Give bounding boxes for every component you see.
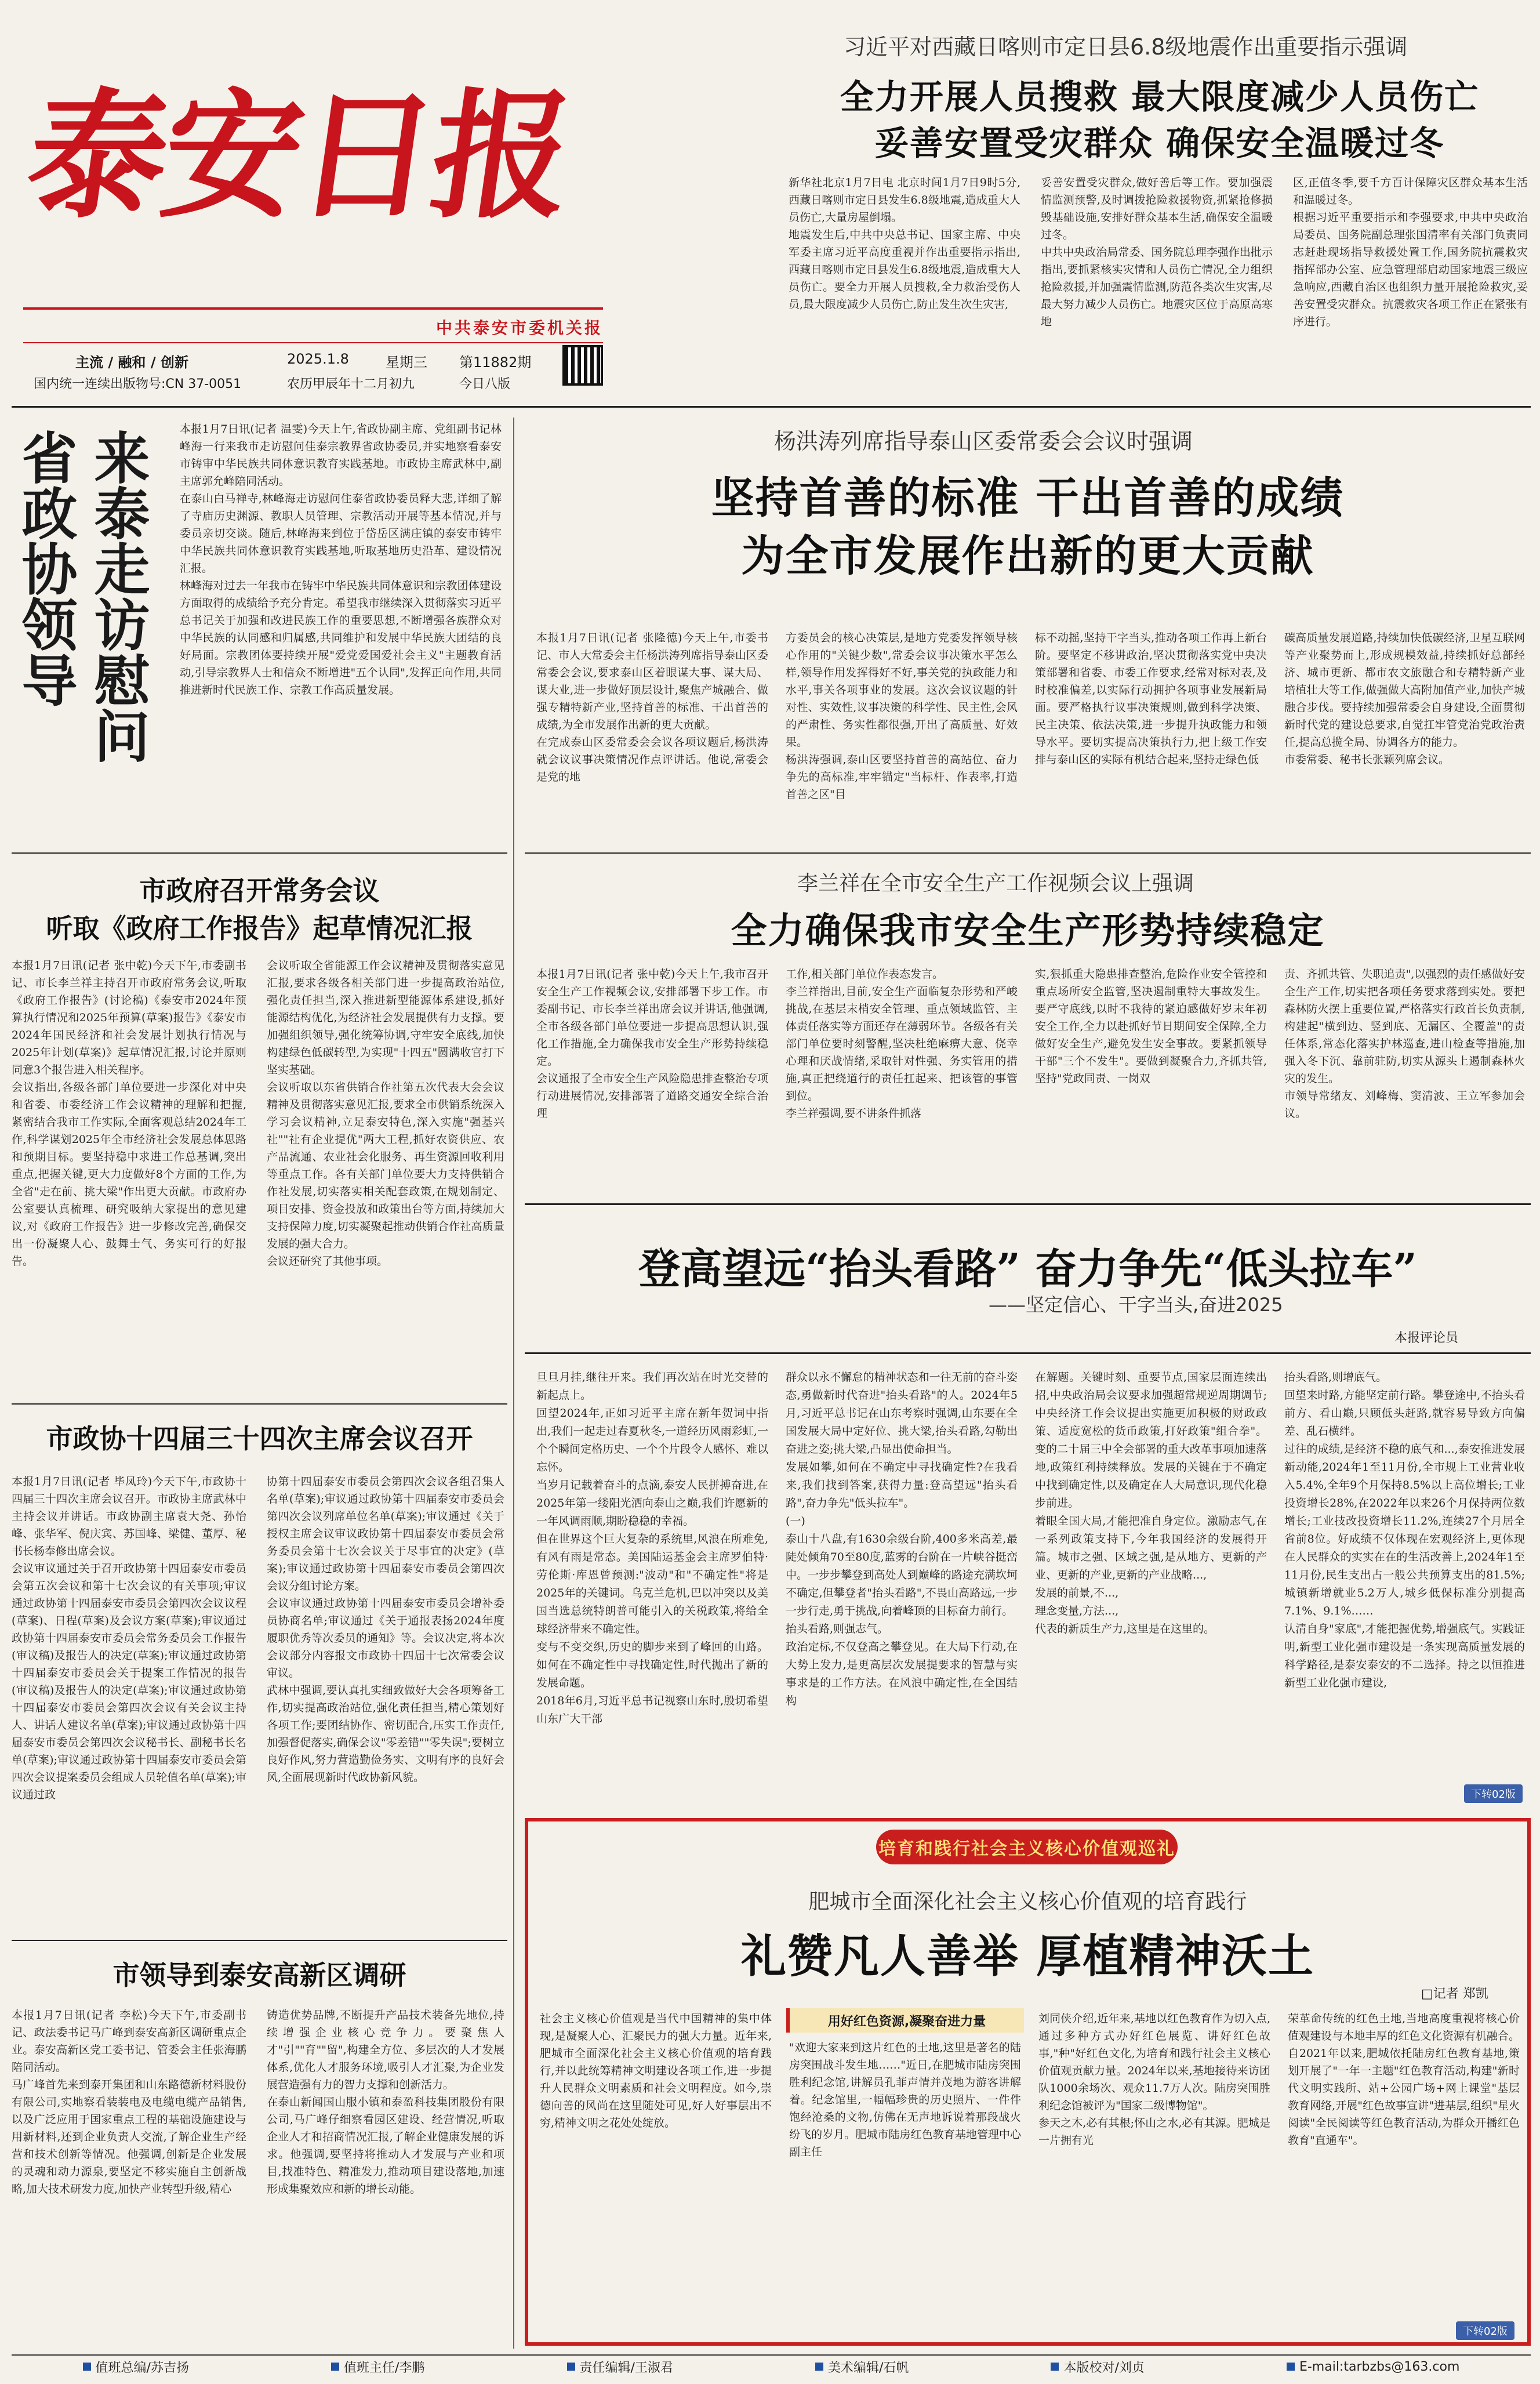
top-story-headline-2: 妥善安置受灾群众 确保安全温暖过冬 bbox=[874, 124, 1445, 163]
left-lead-headline-a: 来泰走访慰问 bbox=[85, 429, 150, 763]
footer-email[interactable]: E-mail:tarbzbs@163.com bbox=[1287, 2360, 1459, 2374]
feature-subhead bbox=[786, 2008, 1024, 2033]
masthead-issn: 国内统一连续出版物号:CN 37-0051 bbox=[34, 377, 242, 391]
masthead-weekday: 星期三 bbox=[386, 354, 427, 371]
mid-story-2-col-1: 本报1月7日讯(记者 张中乾)今天上午,我市召开安全生产工作视频会议,安排部署下步工作。市委副书记、市长李兰祥出席会议并讲话,他强调,全市各级各部门单位要进一步提高思想认识,强化工作措施,全力确保我市安全生产形势持续稳定。 会议通报了全市安全生产风险隐患排查整治专项行动进展情况,安排部署了道路交通安全综合治理 bbox=[536, 968, 768, 1120]
editorial-subtitle: ——坚定信心、干字当头,奋进2025 bbox=[989, 1294, 1283, 1316]
editorial-next-page-tag[interactable]: 下转02版 bbox=[1464, 1784, 1523, 1803]
masthead-rule bbox=[23, 307, 603, 310]
editorial-col-1: 旦旦月挂,继往开来。我们再次站在时光交替的新起点上。 回望2024年,正如习近平主席在新年贺词中指出,我们一起走过春夏秋冬,一道经历风雨彩虹,一个个瞬间定格历史、一个个片段令人感怀、难以忘怀。 当岁月记载着奋斗的点滴,泰安人民拼搏奋进,在2025年第一缕阳光洒向泰山之巅,我们许愿新的一年风调雨顺,期盼稳稳的幸福。 但在世界这个巨大复杂的系统里,风浪在所难免,有风有雨是常态。美国陆运基金会主席罗伯特·劳伦斯·库恩曾预测:"波动"和"不确定性"将是2025年的关键词。乌克兰危机,巴以冲突以及美国当选总统特朗普可能引入的关税政策,将给全球经济带来不确定性。 变与不变交织,历史的脚步来到了峰回的山路。如何在不确定性中寻找确定性,时代抛出了新的发展命题。 2018年6月,习近平总书记视察山东时,殷切希望山东广大干部 bbox=[536, 1371, 768, 1725]
top-story-col-3: 区,正值冬季,要千方百计保障灾区群众基本生活和温暖过冬。 根据习近平重要指示和李强要求,中共中央政治局委员、国务院副总理张国清率有关部门负责同志赶赴现场指导救援处置工作,国务院抗震救灾指挥部办公室、应急管理部启动国家地震三级应急响应,西藏自治区也组织力量开展抢险救灾,妥善安置受灾群众。抗震救灾各项工作正在紧张有序进行。 bbox=[1293, 176, 1528, 328]
top-story bbox=[789, 23, 1531, 394]
footer-item: 本版校对/刘贞 bbox=[1051, 2358, 1144, 2376]
left-story-4-col-1: 本报1月7日讯(记者 李松)今天下午,市委副书记、政法委书记马广峰到泰安高新区调研重点企业。泰安高新区党工委书记、管委会主任张海鹏陪同活动。 马广峰首先来到泰开集团和山东路德新材料股份有限公司,实地察看装装电及电缆电缆产品销售,以及广泛应用于国家重点工程的基础设施建设与用新材料,还到企业负责人交流,了解企业生产经营和技术创新等情况。他强调,创新是企业发展的灵魂和动力源泉,要坚定不移实施自主创新战略,加大技术研发力度,加快产业转型升级,精心 bbox=[12, 2009, 246, 2196]
center-lead-kicker: 杨洪涛列席指导泰山区委常委会会议时强调 bbox=[774, 429, 1193, 454]
footer-item: 责任编辑/王淑君 bbox=[567, 2358, 673, 2376]
mid-story-2-kicker: 李兰祥在全市安全生产工作视频会议上强调 bbox=[797, 872, 1194, 895]
feature-box bbox=[525, 1818, 1531, 2346]
masthead-date: 2025.1.8 bbox=[287, 351, 349, 367]
masthead-rule-2 bbox=[23, 342, 603, 343]
square-bullet-icon bbox=[331, 2363, 339, 2371]
qr-code-icon[interactable] bbox=[562, 345, 603, 386]
mid-story-2 bbox=[525, 864, 1531, 1189]
left-story-3 bbox=[12, 1415, 507, 1937]
left-story-3-col-1: 本报1月7日讯(记者 毕凤玲)今天下午,市政协十四届三十四次主席会议召开。市政协主席武林中主持会议并讲话。市政协副主席袁大尧、孙怡峰、张华军、倪庆宾、苏国峰、梁健、董厚、秘书长杨奉修出席会议。 会议审议通过关于召开政协第十四届泰安市委员会第五次会议和第十七次会议的有关事项;审议通过政协第十四届泰安市委员会第四次会议议程(草案)、日程(草案)及会议方案(草案);审议通过政协第十四届泰安市委员会常务委员会工作报告(审议稿)及报告人的决定(草案);审议通过政协第十四届泰安市委员会关于提案工作情况的报告(审议稿)及报告人的决定(草案);审议通过政协第十四届泰安市委员会第四次会议有关会议主持人、讲话人建议名单(草案);审议通过政协第十四届泰安市委员会第四次会议秘书长、副秘书长名单(草案);审议通过政协第十四届泰安市委员会第四次会议提案委员会组成人员轮值名单(草案);审议通过政 bbox=[12, 1475, 246, 1801]
left-story-2-headline-1: 市政府召开常务会议 bbox=[139, 875, 380, 906]
masthead-sponsor: 中共泰安市委机关报 bbox=[435, 318, 603, 338]
footer-bar bbox=[12, 2354, 1531, 2378]
left-lead-body: 本报1月7日讯(记者 温雯)今天上午,省政协副主席、党组副书记林峰海一行来我市走访慰问佳泰宗教界省政协委员,并实地察看泰安市铸审中华民族共同体意识教育实践基地。市政协主席武林中,副主席郭允峰陪同活动。 在泰山白马禅寺,林峰海走访慰问住泰省政协委员释大悲,详细了解了寺庙历史渊源、教职人员管理、宗教活动开展等基本情况,并与委员亲切交谈。随后,林峰海来到位于岱岳区满庄镇的泰安市铸牢中华民族共同体意识教育实践基地,听取基地历史沿革、建设情况汇报。 林峰海对过去一年我市在铸牢中华民族共同体意识和宗教团体建设方面取得的成绩给予充分肯定。希望我市继续深入贯彻落实习近平总书记关于加强和改进民族工作的重要思想,不断增强各族群众对中华民族的认同感和归属感,共同维护和发展中华民族大团结的良好局面。宗教团体要持续开展"爱党爱国爱社会主义"主题教育活动,引导宗教界人士和信众不断增进"五个认同",发挥正向作用,共同推进新时代民族工作、宗教工作高质量发展。 bbox=[180, 423, 502, 696]
feature-byline: □记者 郑凯 bbox=[1421, 1987, 1488, 2001]
editorial-col-2: 群众以永不懈怠的精神状态和一往无前的奋斗姿态,勇做新时代奋进"抬头看路"的人。2024年5月,习近平总书记在山东考察时强调,山东要在全国发展大局中定好位、挑大梁,抬头看路,勾勒出奋进之姿;挑大梁,凸显出使命担当。 发展如攀,如何在不确定中寻找确定性?在我看来,我们找到答案,获得力量:登高望远"抬头看路",奋力争先"低头拉车"。 (一) 泰山十八盘,有1630余级台阶,400多米高差,最陡处倾角70至80度,蓝雾的台阶在一片峡谷挺峦中。一步步攀登到高处人到巅峰的路途充满坎坷不确定,但攀登者"抬头看路",不畏山高路远,一步一步行走,勇于挑战,向着峰顶的目标奋力前行。 抬头看路,则强志气。 政治定标,不仅登高之攀登见。在大局下行动,在大势上发力,是更高层次发展提要求的智慧与实事求是的工作方法。在风浪中确定性,在全国结构 bbox=[786, 1371, 1018, 1707]
top-story-col-1: 新华社北京1月7日电 北京时间1月7日9时5分,西藏日喀则市定日县发生6.8级地震,造成重大人员伤亡,大量房屋倒塌。 地震发生后,中共中央总书记、国家主席、中央军委主席习近平高度重视并作出重要指示指出,西藏日喀则市定日县发生6.8级地震,造成重大人员伤亡。要全力开展人员搜救,全力救治受伤人员,最大限度减少人员伤亡,防止发生次生灾害, bbox=[789, 176, 1020, 311]
center-lead-col-4: 碳高质量发展道路,持续加快低碳经济,卫星互联网等产业聚势而上,形成规模效益,持续抓好总部经济、城市更新、都市农文旅融合和专精特新产业培植壮大等工作,做强做大高附加值产业,加快产城融合步伐。要持续加强常委会自身建设,全面贯彻新时代党的建设总要求,自觉扛牢管党治党政治责任,提高总揽全局、协调各方的能力。 市委常委、秘书长张颖列席会议。 bbox=[1284, 632, 1525, 766]
center-lead-headline-2: 为全市发展作出新的更大贡献 bbox=[741, 531, 1314, 581]
masthead-slogan: 主流 / 融和 / 创新 bbox=[75, 354, 188, 371]
square-bullet-icon bbox=[567, 2363, 575, 2371]
feature-next-page-tag[interactable]: 下转02版 bbox=[1456, 2321, 1514, 2340]
masthead-lunar: 农历甲辰年十二月初九 bbox=[287, 377, 415, 391]
left-story-4-headline: 市领导到泰安高新区调研 bbox=[112, 1960, 406, 1991]
left-story-3-headline: 市政协十四届三十四次主席会议召开 bbox=[46, 1423, 473, 1454]
editorial-headline: 登高望远“抬头看路” 奋力争先“低头拉车” bbox=[638, 1244, 1417, 1293]
square-bullet-icon bbox=[1287, 2363, 1295, 2371]
center-lead-col-3: 标不动摇,坚持干字当头,推动各项工作再上新台阶。要坚定不移讲政治,坚决贯彻落实党中央决策部署和省委、市委工作要求,经常对标对表,及时校准偏差,以实际行动拥护各项事业发展新局面。要严格执行议事决策规则,做到科学决策、民主决策、依法决策,进一步提升执政能力和领导水平。要切实提高决策执行力,把上级工作安排与泰山区的实际有机结合起来,坚持走绿色低 bbox=[1035, 632, 1267, 766]
square-bullet-icon bbox=[1051, 2363, 1059, 2371]
top-story-kicker: 习近平对西藏日喀则市定日县6.8级地震作出重要指示强调 bbox=[844, 34, 1408, 60]
left-story-2-headline-2: 听取《政府工作报告》起草情况汇报 bbox=[46, 913, 473, 944]
left-story-2-col-1: 本报1月7日讯(记者 张中乾)今天下午,市委副书记、市长李兰祥主持召开市政府常务会议,听取《政府工作报告》(讨论稿)《泰安市2024年预算执行情况和2025年预算(草案)报告》《泰安市2024年国民经济和社会发展计划执行情况与2025年计划(草案)》起草情况汇报,讨论并原则同意3个报告进入相关程序。 会议指出,各级各部门单位要进一步深化对中央和省委、市委经济工作会议精神的理解和把握,紧密结合我市工作实际,全面客观总结2024年工作,科学谋划2025年全市经济社会发展总体思路和预期目标。要坚持稳中求进工作总基调,突出重点,把握关键,更大力度做好8个方面的工作,为全省"走在前、挑大梁"作出更大贡献。市政府办公室要认真梳理、研究吸纳大家提出的意见建议,对《政府工作报告》进一步修改完善,确保交出一份凝聚人心、鼓舞士气、务实可行的好报告。 bbox=[12, 959, 246, 1268]
masthead bbox=[18, 12, 609, 435]
feature-kicker: 肥城市全面深化社会主义核心价值观的培育践行 bbox=[808, 1890, 1247, 1914]
editorial bbox=[525, 1203, 1531, 1806]
square-bullet-icon bbox=[83, 2363, 91, 2371]
left-story-3-col-2: 协第十四届泰安市委员会第四次会议各组召集人名单(草案);审议通过政协第十四届泰安市委员会第四次会议列席单位名单(草案);审议通过《关于授权主席会议审议政协第十四届泰安市委员会常务委员会第十七次会议关于尽事宜的决定》(草案);审议通过政协第十四届泰安市委员会第四次会议分组讨论方案。 会议审议通过政协第十四届泰安市委员会增补委员协商名单;审议通过《关于通报表扬2024年度履职优秀等次委员的通知》等。会议决定,将本次会议部分内容报文市政协十四届十七次常委会议审议。 武林中强调,要认真扎实细致做好大会各项筹备工作,切实提高政治站位,强化责任担当,精心策划好各项工作;要团结协作、密切配合,压实工作责任,加强督促落实,确保会议"零差错""零失误";要树立良好作风,努力营造勤俭务实、文明有序的良好会风,全面展现新时代政协新风貌。 bbox=[267, 1475, 504, 1784]
left-story-4-col-2: 铸造优势品牌,不断提升产品技术装备先地位,持续增强企业核心竞争力。要聚焦人才"引""育""留",构建全方位、多层次的人才发展体系,优化人才服务环境,吸引人才汇聚,为企业发展营造强有力的智力支撑和创新活力。 在泰山新闻国山服小镇和泰盈科技集团股份有限公司,马广峰仔细察看园区建设、经营情况,听取企业人才和招商情况汇报,了解企业健康发展的诉求。他强调,要坚持将推动人才发展与产业和项目,找准特色、精准发力,推动项目建设落地,加速形成集聚效应和新的增长动能。 bbox=[267, 2009, 504, 2196]
left-story-2-col-2: 会议听取全省能源工作会议精神及贯彻落实意见汇报,要求各级各相关部门进一步提高政治站位,强化责任担当,深入推进新型能源体系建设,抓好能源结构优化,为经济社会发展提供有力支撑。要加强组织领导,强化统筹协调,守牢安全底线,加快构建绿色低碳转型,为实现"十四五"圆满收官打下坚实基础。 会议听取以东省供销合作社第五次代表大会会议精神及贯彻落实意见汇报,要求全市供销系统深入学习会议精神,立足泰安特色,深入实施"强基兴社""社有企业提优"两大工程,抓好农资供应、农产品流通、农业社会化服务、再生资源回收利用等重点工作。各有关部门单位要大力支持供销合作社发展,切实落实相关配套政策,在规划制定、项目安排、资金投放和政策出台等方面,持续加大支持保障力度,切实凝聚起推动供销合作社高质量发展的强大合力。 会议还研究了其他事项。 bbox=[267, 959, 504, 1268]
feature-banner-label: 培育和践行社会主义核心价值观巡礼 bbox=[878, 1839, 1175, 1859]
masthead-title: 泰安日报 bbox=[18, 75, 579, 237]
top-story-headline-1: 全力开展人员搜救 最大限度减少人员伤亡 bbox=[840, 77, 1480, 117]
feature-col-3: 刘同侠介绍,近年来,基地以红色教育作为切入点,通过多种方式办好红色展览、讲好红色故事,"种"好红色文化,为培育和践行社会主义核心价值观贡献力量。2024年以来,基地接待来访团队1000余场次、观众11.7万人次。陆房突围胜利纪念馆被评为"国家二级博物馆"。 参天之木,必有其根;怀山之水,必有其源。肥城是一片拥有光 bbox=[1038, 2012, 1270, 2147]
feature-banner bbox=[876, 1830, 1178, 1864]
feature-headline: 礼赞凡人善举 厚植精神沃土 bbox=[740, 1931, 1315, 1983]
mid-story-2-headline: 全力确保我市安全生产形势持续稳定 bbox=[731, 909, 1325, 952]
center-lead bbox=[525, 418, 1531, 847]
editorial-col-3: 在解题。关键时刻、重要节点,国家层面连续出招,中央政治局会议要求加强超常规逆周期调节;中央经济工作会议提出实施更加积极的财政政策、适度宽松的货币政策,打好政策"组合拳"。变的二十届三中全会部署的重大改革事项加速落地,政策红利持续释放。发展的关键在于不确定中找到确定性,以及确定在人大局意识,现代化稳步前进。 着眼全国大局,才能把准自身定位。激励志气,在一系列政策支持下,今年我国经济的发展得开篇。城市之强、区域之强,是从地方、更新的产业、更新的产业,更新的产业战略..., 发展的前景,不..., 理念变量,方法..., 代表的新质生产力,这里是在这里的。 bbox=[1035, 1371, 1267, 1635]
feature-subhead-label: 用好红色资源,凝聚奋进力量 bbox=[827, 2014, 986, 2029]
feature-col-1: 社会主义核心价值观是当代中国精神的集中体现,是凝聚人心、汇聚民力的强大力量。近年来,肥城市全面深化社会主义核心价值观的培育践行,并以此统筹精神文明建设各项工作,进一步提升人民群众文明素质和社会文明程度。如今,崇德向善的风尚在这里随处可见,好人好事层出不穷,精神文明之花处处绽放。 bbox=[540, 2012, 772, 2129]
editorial-col-4: 抬头看路,则增底气。 回望来时路,方能坚定前行路。攀登途中,不抬头看前方、看山巅,只顾低头赶路,就容易导致方向偏差、乱石横绊。 过往的成绩,是经济不稳的底气和...,泰安推进发展新动能,2024年1至11月份,全市规上工业营业收入5.4%,全年9个月保持8.5%以上高位增长;工业投资增长28%,在2022年以来26个月保持两位数增长;工业技改投资增长11.2%,连续27个月居全省前8位。好成绩不仅体现在宏观经济上,更体现在人民群众的实实在在的生活改善上,2024年1至11月份,民生支出占一般公共预算支出的81.5%;城镇新增就业5.2万人,城乡低保标准分别提高7.1%、9.1%…… 认清自身"家底",才能把握优势,增强底气。实践证明,新型工业化强市建设是一条实现高质量发展的科学路径,是泰安泰安的不二选择。持之以恒推进新型工业化强市建设, bbox=[1284, 1371, 1525, 1689]
masthead-pages: 今日八版 bbox=[459, 377, 511, 391]
footer-item: 值班总编/苏吉扬 bbox=[83, 2358, 189, 2376]
center-lead-headline-1: 坚持首善的标准 干出首善的成绩 bbox=[711, 473, 1345, 523]
top-story-col-2: 妥善安置受灾群众,做好善后等工作。要加强震情监测预警,及时调拨抢险救援物资,抓紧抢修损毁基础设施,安排好群众基本生活,确保安全温暖过冬。 中共中央政治局常委、国务院总理李强作出批示指出,要抓紧核实灾情和人员伤亡情况,全力组织抢险救援,并加强震情监测,防范各类次生灾害,尽最大努力减少人员伤亡。地震灾区位于高原高寒地 bbox=[1041, 176, 1273, 328]
left-story-2 bbox=[12, 864, 507, 1398]
square-bullet-icon bbox=[815, 2363, 823, 2371]
feature-col-4: 荣革命传统的红色土地,当地高度重视将核心价值观建设与本地丰厚的红色文化资源有机融合。自2021年以来,肥城依托陆房红色教育基地,策划开展了"一年一主题"红色教育活动,构建"新时代文明实践所、站+公园广场+网上课堂"基层教育网络,开展"红色故事宣讲"进基层,组织"星火阅读"全民阅读等红色教育活动,为群众开播红色教育"直通车"。 bbox=[1288, 2012, 1520, 2147]
mid-story-2-col-2: 工作,相关部门单位作表态发言。 李兰祥指出,目前,安全生产面临复杂形势和严峻挑战,在基层末梢安全管理、重点领域监管、主体责任落实等方面还存在薄弱环节。各级各有关部门单位要时刻警醒,坚决杜绝麻痹大意、侥幸心理和厌战情绪,采取针对性强、务实管用的措施,真正把绕道行的责任扛起来、把该管的事管到位。 李兰祥强调,要不讲条件抓落 bbox=[786, 968, 1018, 1120]
masthead-issue-no: 第11882期 bbox=[459, 354, 532, 371]
editorial-byline: 本报评论员 bbox=[1394, 1331, 1459, 1345]
left-lead bbox=[12, 418, 507, 847]
feature-col-2: "欢迎大家来到这片红色的土地,这里是著名的陆房突围战斗发生地……"近日,在肥城市陆房突围胜利纪念馆,讲解员孔菲声情并茂地为游客讲解着。纪念馆里,一幅幅珍贵的历史照片、一件件饱经沧桑的文物,仿佛在无声地诉说着那段战火纷飞的岁月。肥城市陆房红色教育基地管理中心副主任 bbox=[789, 2041, 1021, 2158]
left-lead-headline-b: 省政协领导 bbox=[13, 429, 78, 707]
center-lead-col-1: 本报1月7日讯(记者 张隆德)今天上午,市委书记、市人大常委会主任杨洪涛列席指导泰山区委常委会会议,要求泰山区着眼谋大事、谋大局、谋大业,进一步做好顶层设计,聚焦产城融合、做强专精特新产业,坚持首善的标准、干出首善的成绩,为全市发展作出新的更大贡献。 在完成泰山区委常委会会议各项议题后,杨洪涛就会议议事决策情况作点评讲话。他说,常委会是党的地 bbox=[536, 632, 768, 783]
footer-item: 值班主任/李鹏 bbox=[331, 2358, 424, 2376]
footer-item: 美术编辑/石帆 bbox=[815, 2358, 909, 2376]
mid-story-2-col-3: 实,狠抓重大隐患排查整治,危险作业安全管控和重点场所安全监管,坚决遏制重特大事故发生。要严守底线,以时不我待的紧迫感做好岁末年初安全工作,全力以赴抓好节日期间安全保障,全力做好安全生产,避免发生安全事故。要紧抓领导干部"三个不发生"。要做到凝聚合力,齐抓共管,坚持"党政同责、一岗双 bbox=[1035, 968, 1267, 1085]
mid-story-2-col-4: 责、齐抓共管、失职追责",以强烈的责任感做好安全生产工作,切实把各项任务要求落到实处。要把森林防火摆上重要位置,严格落实行政首长负责制,构建起"横到边、竖到底、无漏区、全覆盖"的责任体系,常态化落实护林巡查,进山检查等措施,加强入冬下沉、靠前驻防,切实从源头上遏制森林火灾的发生。 市领导常绪友、刘峰梅、窦清波、王立军参加会议。 bbox=[1284, 968, 1525, 1120]
left-story-4 bbox=[12, 1951, 507, 2346]
center-lead-col-2: 方委员会的核心决策层,是地方党委发挥领导核心作用的"关键少数",常委会议事决策水平怎么样,领导作用发挥得好不好,事关党的执政能力和水平,事关各项事业的发展。这次会议议题的针对性、实效性,议事决策的科学性、民主性,会风的严肃性、务实性都很强,开出了高质量、好效果。 杨洪涛强调,泰山区要坚持首善的高站位、奋力争先的高标准,牢牢锚定"当标杆、作表率,打造首善之区"目 bbox=[786, 632, 1018, 801]
